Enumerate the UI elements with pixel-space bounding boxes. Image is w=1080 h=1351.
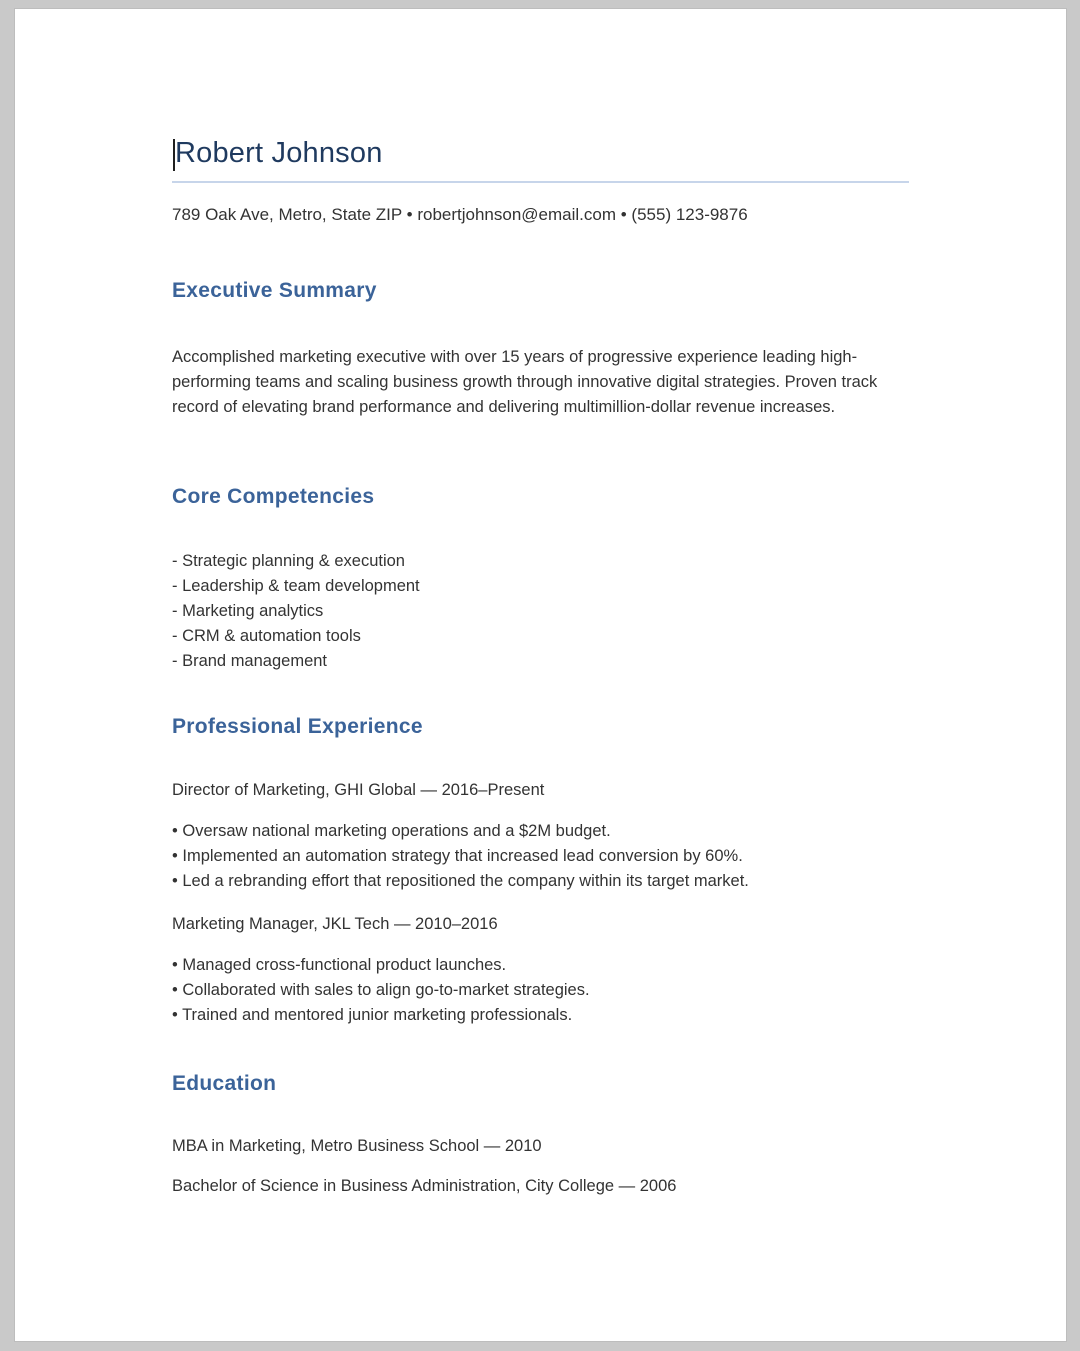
- job-bullet[interactable]: • Trained and mentored junior marketing professionals.: [172, 1006, 573, 1024]
- job-bullet[interactable]: • Managed cross-functional product launches.: [172, 956, 507, 974]
- job-bullet[interactable]: • Led a rebranding effort that repositioned the company within its target market.: [172, 872, 749, 890]
- education-item[interactable]: MBA in Marketing, Metro Business School — 2010: [172, 1137, 542, 1155]
- job-bullets: [172, 953, 590, 1028]
- job-bullet[interactable]: • Oversaw national marketing operations and a $2M budget.: [172, 822, 611, 840]
- resume-name[interactable]: Robert Johnson: [175, 137, 383, 169]
- competency-item[interactable]: - Leadership & team development: [172, 577, 420, 595]
- education-item[interactable]: Bachelor of Science in Business Administration, City College — 2006: [172, 1177, 677, 1195]
- competencies-list: [172, 549, 420, 674]
- name-header: [172, 133, 909, 183]
- section-title-education[interactable]: Education: [172, 1072, 277, 1095]
- document-page[interactable]: [14, 8, 1067, 1342]
- competency-item[interactable]: - CRM & automation tools: [172, 627, 361, 645]
- job-heading[interactable]: Director of Marketing, GHI Global — 2016–Present: [172, 781, 545, 799]
- summary-paragraph[interactable]: Accomplished marketing executive with over 15 years of progressive experience leading high-performing teams and scaling business growth through innovative digital strategies. Proven track record of elevating brand performance and delivering multimillion-dollar revenue increases.: [172, 348, 878, 416]
- job-bullet[interactable]: • Implemented an automation strategy that increased lead conversion by 60%.: [172, 847, 743, 865]
- job-heading[interactable]: Marketing Manager, JKL Tech — 2010–2016: [172, 915, 498, 933]
- section-title-executive-summary[interactable]: Executive Summary: [172, 279, 377, 302]
- section-title-core-competencies[interactable]: Core Competencies: [172, 485, 375, 508]
- competency-item[interactable]: - Strategic planning & execution: [172, 552, 405, 570]
- job-bullets: [172, 819, 749, 894]
- competency-item[interactable]: - Marketing analytics: [172, 602, 324, 620]
- competency-item[interactable]: - Brand management: [172, 652, 328, 670]
- section-title-professional-experience[interactable]: Professional Experience: [172, 715, 423, 738]
- job-bullet[interactable]: • Collaborated with sales to align go-to-market strategies.: [172, 981, 590, 999]
- contact-line[interactable]: 789 Oak Ave, Metro, State ZIP • robertjohnson@email.com • (555) 123-9876: [172, 205, 748, 224]
